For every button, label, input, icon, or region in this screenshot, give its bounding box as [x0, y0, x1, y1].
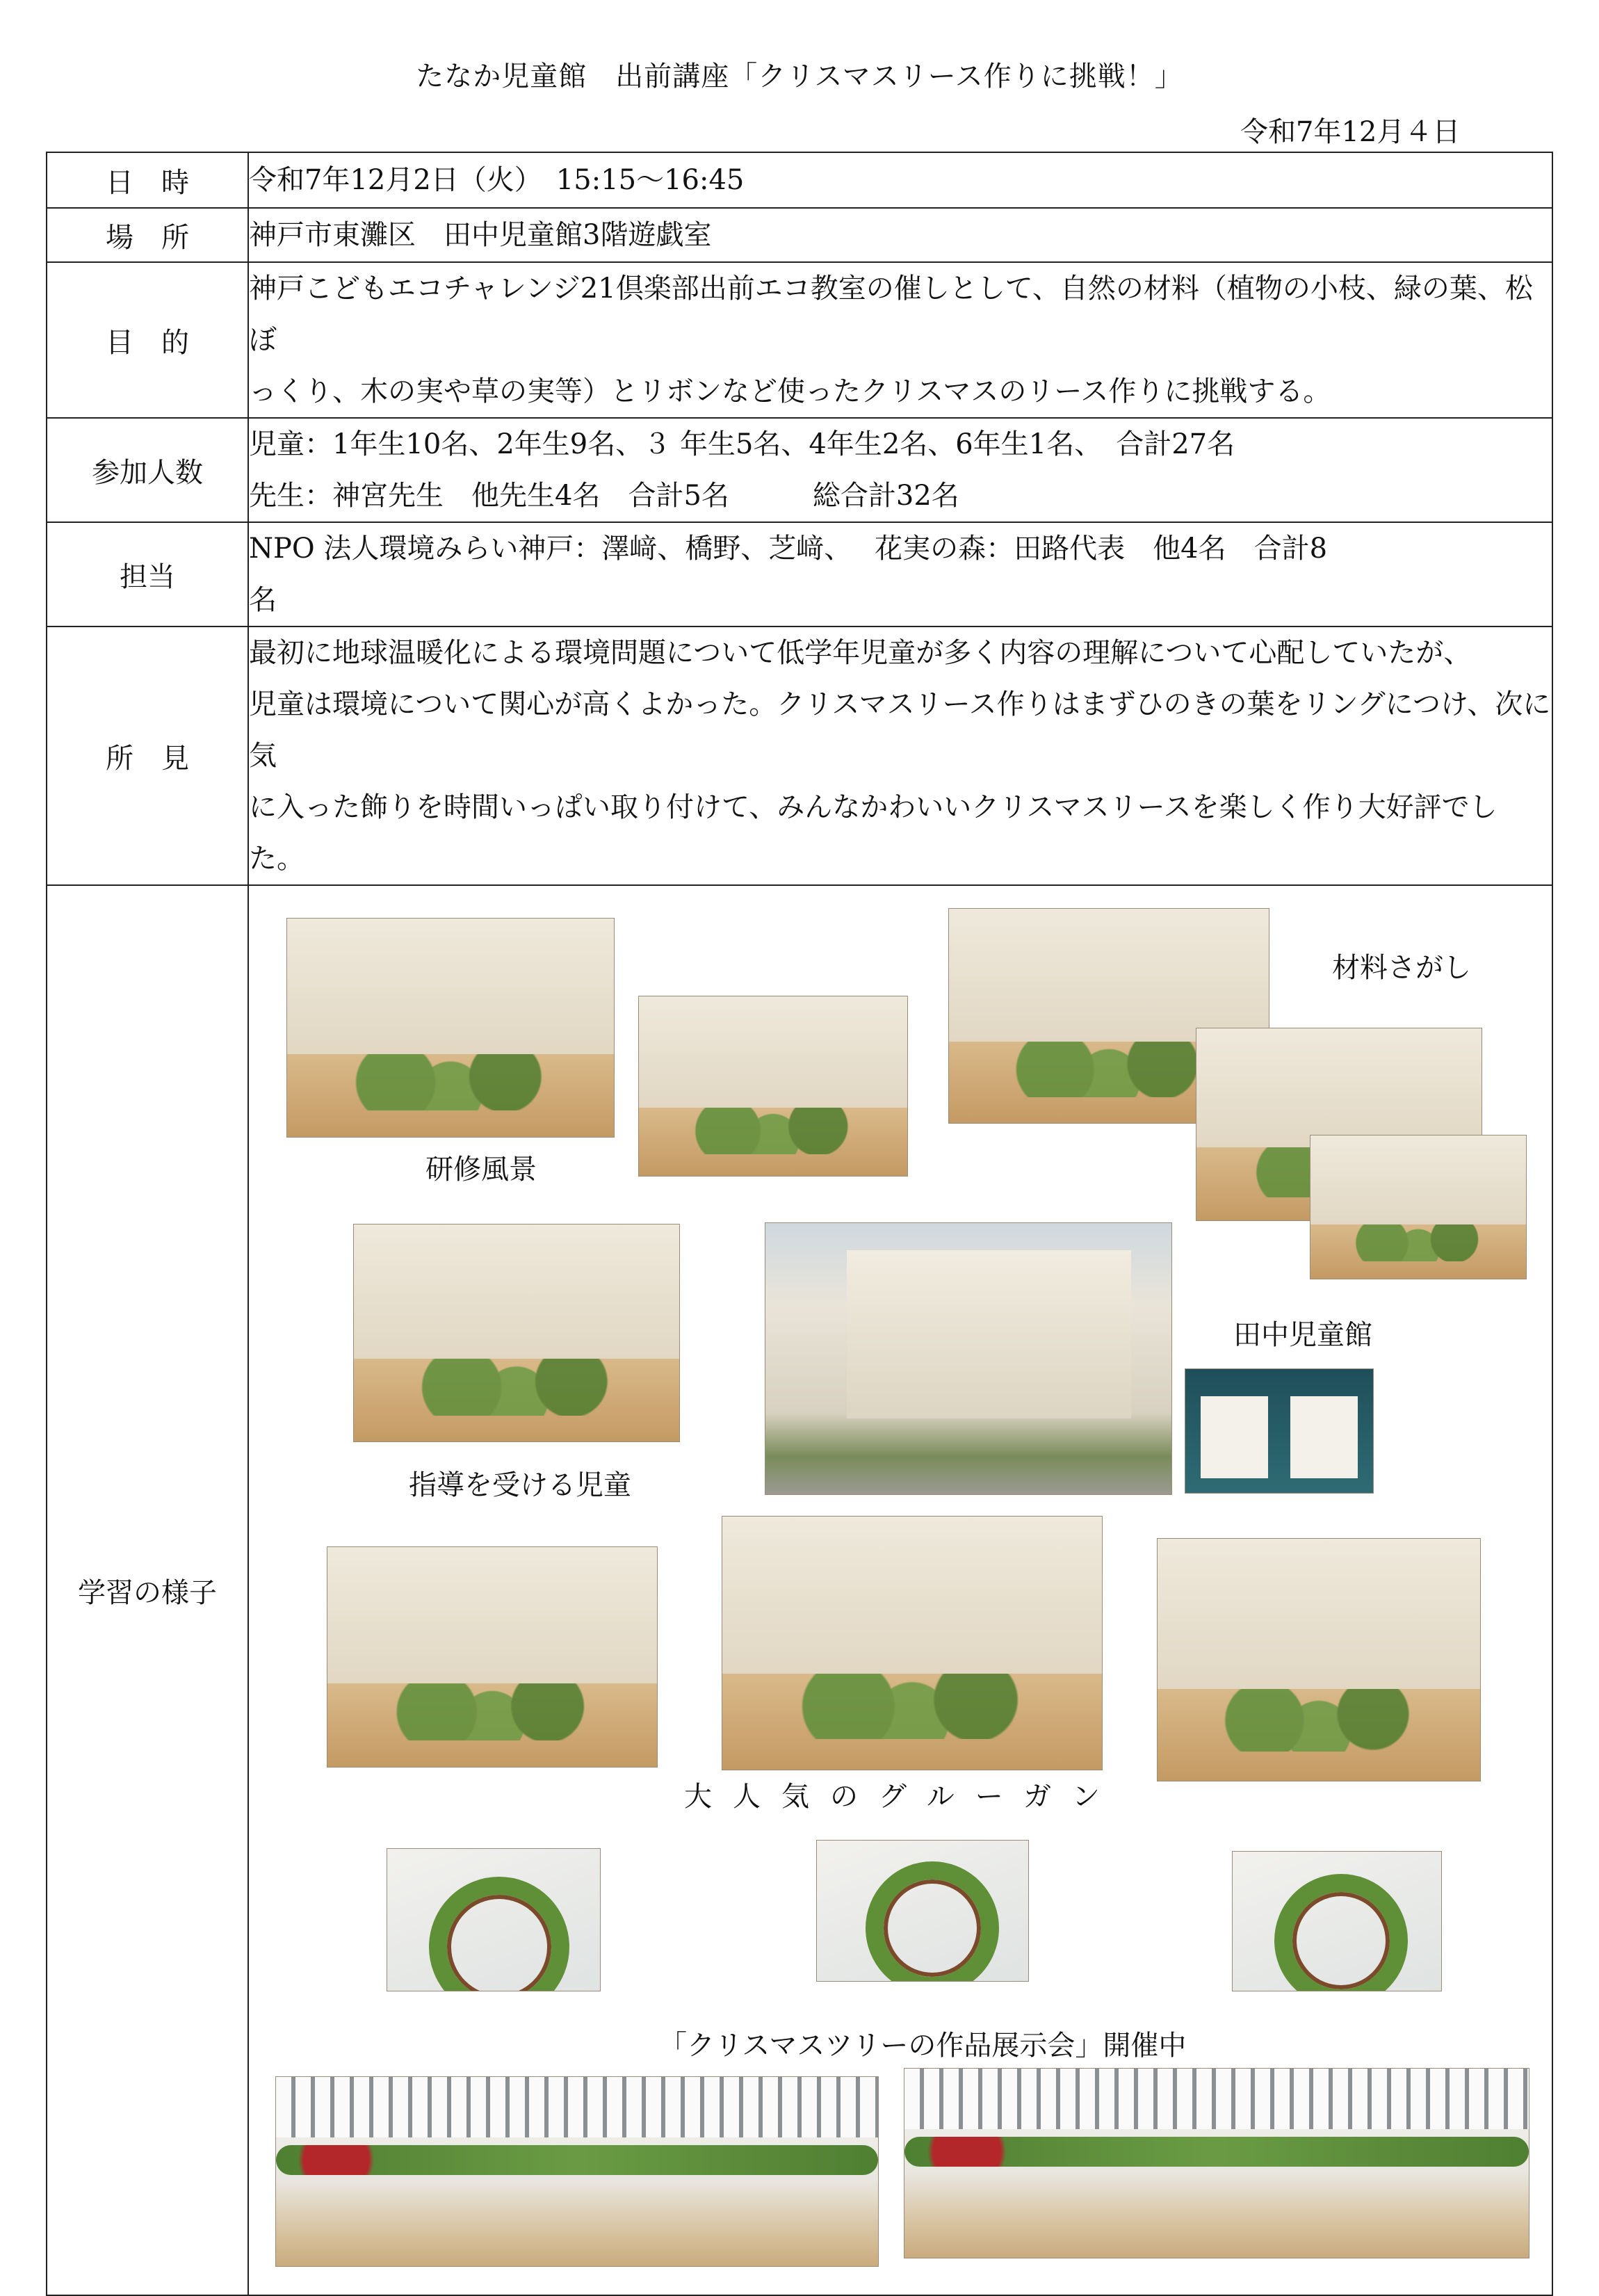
- value-findings-line: に入った飾りを時間いっぱい取り付けて、みんなかわいいクリスマスリースを楽しく作り大好評でした。: [249, 791, 1497, 875]
- value-purpose-line: 神戸こどもエコチャレンジ21倶楽部出前エコ教室の催しとして、自然の材料（植物の小枝、緑の葉、松ぼ: [249, 273, 1533, 356]
- photo-building: [765, 1222, 1172, 1495]
- photo-gluegun-2: [722, 1516, 1103, 1770]
- row-place: [47, 208, 1552, 262]
- photo-collage: [248, 885, 1552, 2295]
- photo-guidance: [353, 1224, 680, 1442]
- value-participants-line: 児童：1年生10名、2年生9名、３ 年生5名、4年生2名、6年生1名、 合計27名: [249, 428, 1235, 460]
- caption-exhibition: 「クリスマスツリーの作品展示会」開催中: [659, 2030, 1187, 2062]
- label-purpose: 目 的: [47, 262, 248, 418]
- caption-guidance: 指導を受ける児童: [409, 1469, 631, 1501]
- value-datetime-line: 令和7年12月2日（火） 15:15～16:45: [249, 164, 745, 196]
- caption-gluegun: 大人気のグルーガン: [684, 1781, 1121, 1813]
- value-purpose: [248, 262, 1552, 418]
- value-datetime: [248, 152, 1552, 208]
- caption-training: 研修風景: [425, 1154, 537, 1186]
- photo-training-instructor: [638, 996, 908, 1177]
- document-title: たなか児童館 出前講座「クリスマスリース作りに挑戦！」: [416, 60, 1183, 92]
- value-findings: [248, 626, 1552, 885]
- value-participants: [248, 418, 1552, 522]
- label-participants: 参加人数: [47, 418, 248, 522]
- photo-gluegun-3: [1157, 1538, 1481, 1781]
- photo-exhibition-2: [904, 2068, 1529, 2258]
- value-place: [248, 208, 1552, 262]
- caption-building: 田中児童館: [1233, 1319, 1372, 1351]
- value-findings-line: 児童は環境について関心が高くよかった。クリスマスリース作りはまずひのきの葉をリングにつけ、次に気: [249, 688, 1551, 772]
- photo-wreath-1: [387, 1848, 601, 1991]
- photo-gluegun-1: [327, 1546, 658, 1768]
- label-photos: 学習の様子: [47, 885, 248, 2295]
- label-datetime: 日 時: [47, 152, 248, 208]
- photo-wreath-3: [1232, 1851, 1442, 1991]
- value-staff-line: 名: [249, 584, 277, 616]
- photo-building-sign: [1185, 1368, 1374, 1494]
- caption-materials: 材料さがし: [1332, 952, 1471, 984]
- photo-training-lecture: [286, 918, 615, 1138]
- row-datetime: [47, 152, 1552, 208]
- value-participants-line: 先生：神宮先生 他先生4名 合計5名 総合計32名: [249, 480, 959, 512]
- photo-wreath-2: [816, 1840, 1029, 1982]
- label-place: 場 所: [47, 208, 248, 262]
- photo-exhibition-1: [275, 2076, 879, 2267]
- value-place-line: 神戸市東灘区 田中児童館3階遊戯室: [249, 219, 712, 251]
- row-participants: [47, 418, 1552, 522]
- value-purpose-line: っくり、木の実や草の実等）とリボンなど使ったクリスマスのリース作りに挑戦する。: [249, 375, 1331, 407]
- value-findings-line: 最初に地球温暖化による環境問題について低学年児童が多く内容の理解について心配していたが、: [249, 637, 1472, 669]
- document-date: 令和7年12月４日: [1240, 116, 1461, 148]
- value-staff-line: NPO 法人環境みらい神戸：澤﨑、橋野、芝﨑、 花実の森：田路代表 他4名 合計8: [249, 533, 1328, 565]
- row-photos: [47, 885, 1552, 2295]
- report-table: [46, 152, 1553, 2296]
- row-findings: [47, 626, 1552, 885]
- label-findings: 所 見: [47, 626, 248, 885]
- photo-materials-group: [1310, 1135, 1527, 1279]
- row-purpose: [47, 262, 1552, 418]
- row-staff: [47, 522, 1552, 626]
- label-staff: 担当: [47, 522, 248, 626]
- value-staff: [248, 522, 1552, 626]
